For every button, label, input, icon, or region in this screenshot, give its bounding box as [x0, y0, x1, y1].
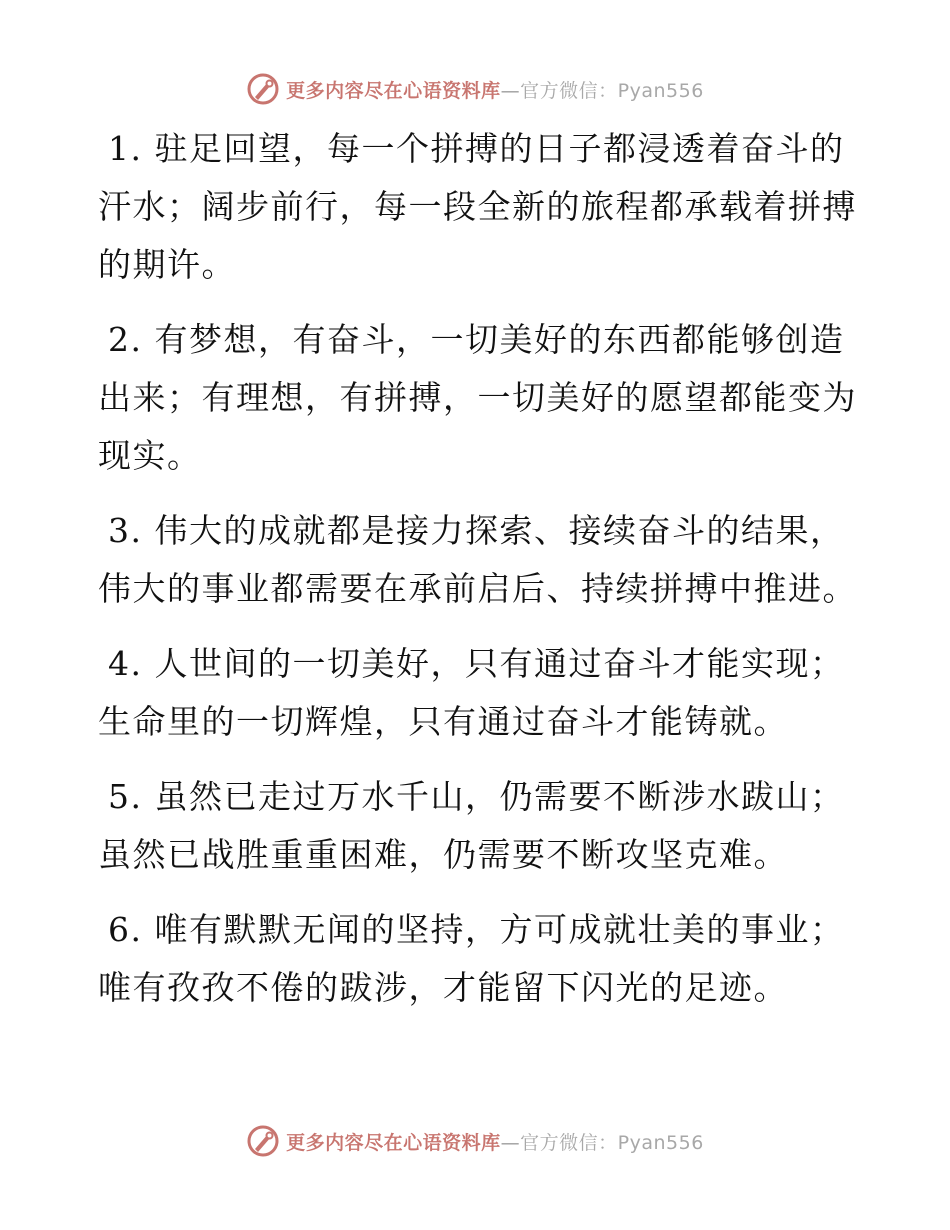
- pen-logo-icon: [246, 72, 280, 106]
- watermark-contact: 官方微信：Pyan556: [520, 1131, 704, 1154]
- paragraph-1: 1. 驻足回望，每一个拼搏的日子都浸透着奋斗的汗水；阔步前行，每一段全新的旅程都承载着拼搏的期许。: [98, 129, 857, 284]
- watermark-main: 更多内容尽在心语资料库: [286, 79, 501, 102]
- paragraph-2: 2. 有梦想，有奋斗，一切美好的东西都能够创造出来；有理想，有拼搏，一切美好的愿望都能变为现实。: [98, 320, 857, 475]
- paragraph-3: 3. 伟大的成就都是接力探索、接续奋斗的结果，伟大的事业都需要在承前启后、持续拼搏中推进。: [98, 511, 857, 608]
- footer-watermark: [0, 1124, 950, 1158]
- watermark-separator: —: [500, 79, 521, 102]
- document-body: [98, 120, 858, 1034]
- paragraph-4: 4. 人世间的一切美好，只有通过奋斗才能实现；生命里的一切辉煌，只有通过奋斗才能铸就。: [98, 644, 845, 741]
- watermark-text: [286, 1128, 704, 1155]
- paragraph-5: 5. 虽然已走过万水千山，仍需要不断涉水跋山；虽然已战胜重重困难，仍需要不断攻坚克难。: [98, 777, 845, 874]
- paragraph-6: 6. 唯有默默无闻的坚持，方可成就壮美的事业；唯有孜孜不倦的跋涉，才能留下闪光的足迹。: [98, 910, 845, 1007]
- header-watermark: [0, 72, 950, 106]
- pen-logo-icon: [246, 1124, 280, 1158]
- watermark-main: 更多内容尽在心语资料库: [286, 1131, 501, 1154]
- watermark-contact: 官方微信：Pyan556: [520, 79, 704, 102]
- watermark-separator: —: [500, 1131, 521, 1154]
- watermark-text: [286, 76, 704, 103]
